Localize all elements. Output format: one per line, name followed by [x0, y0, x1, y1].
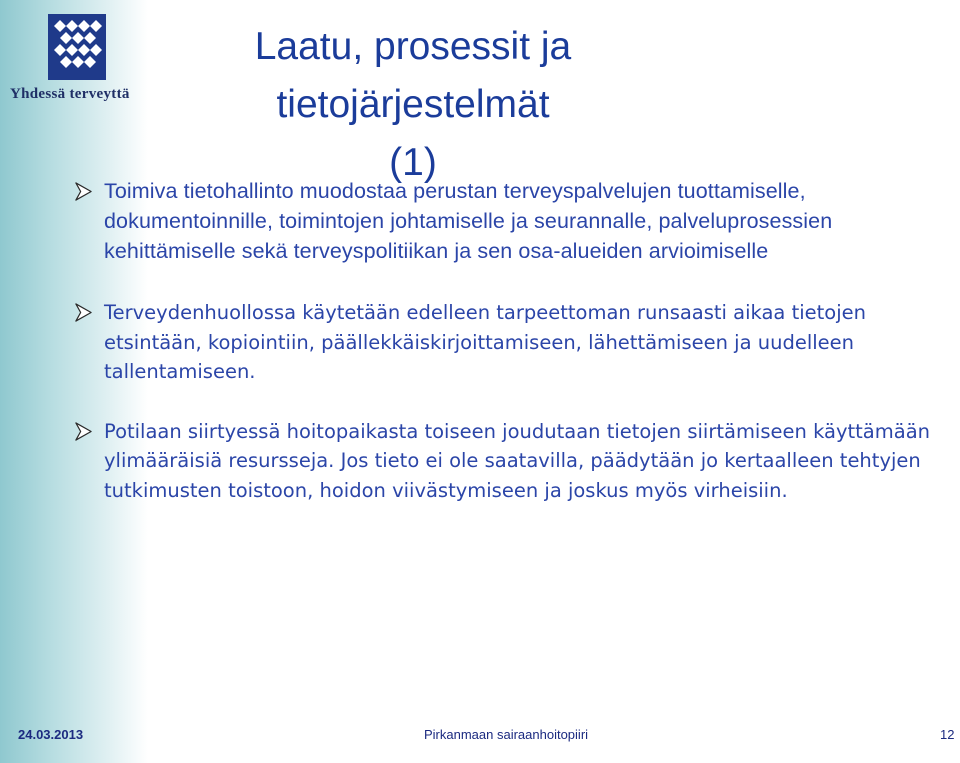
- logo-icon: [48, 14, 106, 80]
- title-line-1: Laatu, prosessit ja tietojärjestelmät: [254, 25, 572, 126]
- footer-organization: Pirkanmaan sairaanhoitopiiri: [424, 727, 589, 742]
- logo-text: Yhdessä terveyttä: [10, 86, 130, 102]
- arrow-bullet-icon: [74, 303, 93, 322]
- footer-page-number: 12: [940, 727, 955, 742]
- list-item: [74, 298, 954, 387]
- arrow-bullet-icon: [74, 182, 93, 201]
- title-line-2: (1): [389, 141, 437, 184]
- bullet-list: [74, 176, 954, 505]
- arrow-bullet-icon: [74, 422, 93, 441]
- bullet-text: Potilaan siirtyessä hoitopaikasta toiseen joudutaan tietojen siirtämiseen käyttämään ylimääräisiä resursseja. Jos tieto ei ole saatavilla, päädytään jo kertaalleen tehtyjen tutkimusten toistoon, hoidon viivästymiseen ja joskus myös virheisiin.: [104, 419, 930, 502]
- list-item: [74, 417, 954, 506]
- bullet-text: Toimiva tietohallinto muodostaa perustan terveyspalvelujen tuottamiselle, dokumentoinnille, toimintojen johtamiselle ja seurannalle, palveluprosessien kehittämiselle sekä terveyspolitiikan ja sen osa-alueiden arvioimiselle: [104, 179, 833, 263]
- footer-date: 24.03.2013: [18, 727, 84, 742]
- page-title: [148, 18, 678, 192]
- list-item: [74, 176, 954, 266]
- bullet-text: Terveydenhuollossa käytetään edelleen tarpeettoman runsaasti aikaa tietojen etsintään, kopiointiin, päällekkäiskirjoittamiseen, lähettämiseen ja uudelleen tallentamiseen.: [104, 301, 866, 383]
